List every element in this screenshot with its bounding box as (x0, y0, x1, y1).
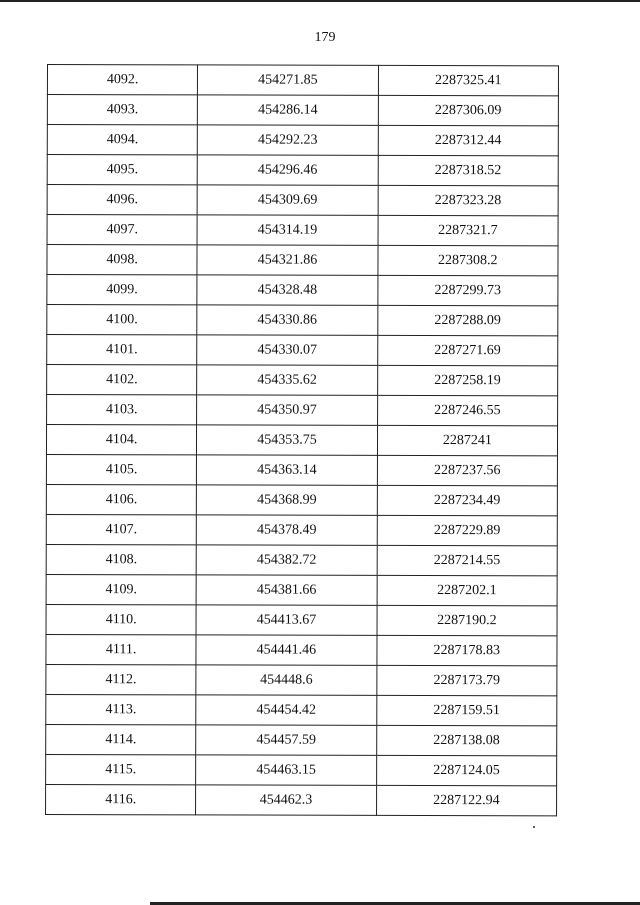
table-row (47, 395, 558, 426)
y-coordinate-cell: 2287271.69 (377, 335, 557, 365)
table-row (46, 724, 557, 755)
table-row (47, 245, 558, 276)
y-coordinate-cell: 2287124.05 (376, 755, 556, 785)
point-number-cell: 4094. (47, 125, 197, 155)
x-coordinate-cell: 454309.69 (197, 185, 377, 215)
point-number-cell: 4101. (47, 335, 197, 365)
y-coordinate-cell: 2287202.1 (377, 575, 557, 605)
coordinates-table (45, 64, 559, 816)
point-number-cell: 4114. (46, 724, 196, 754)
point-number-cell: 4111. (46, 634, 196, 664)
table-row (47, 95, 558, 126)
x-coordinate-cell: 454413.67 (196, 605, 376, 635)
x-coordinate-cell: 454350.97 (197, 395, 377, 425)
x-coordinate-cell: 454286.14 (198, 95, 378, 125)
scan-speck (533, 826, 535, 828)
x-coordinate-cell: 454292.23 (198, 125, 378, 155)
x-coordinate-cell: 454271.85 (198, 65, 378, 95)
x-coordinate-cell: 454363.14 (197, 455, 377, 485)
x-coordinate-cell: 454457.59 (196, 725, 376, 755)
point-number-cell: 4115. (46, 754, 196, 784)
point-number-cell: 4106. (46, 484, 196, 514)
y-coordinate-cell: 2287241 (377, 425, 557, 455)
y-coordinate-cell: 2287246.55 (377, 395, 557, 425)
y-coordinate-cell: 2287138.08 (376, 725, 556, 755)
y-coordinate-cell: 2287321.7 (378, 215, 558, 245)
point-number-cell: 4095. (47, 155, 197, 185)
x-coordinate-cell: 454378.49 (197, 515, 377, 545)
x-coordinate-cell: 454296.46 (197, 155, 377, 185)
y-coordinate-cell: 2287299.73 (377, 275, 557, 305)
x-coordinate-cell: 454330.07 (197, 335, 377, 365)
point-number-cell: 4096. (47, 185, 197, 215)
point-number-cell: 4110. (46, 604, 196, 634)
point-number-cell: 4116. (46, 784, 196, 814)
table-row (47, 125, 558, 156)
coordinates-table-body (46, 65, 559, 816)
point-number-cell: 4102. (47, 365, 197, 395)
point-number-cell: 4103. (47, 395, 197, 425)
point-number-cell: 4108. (46, 544, 196, 574)
y-coordinate-cell: 2287325.41 (378, 65, 558, 95)
y-coordinate-cell: 2287312.44 (378, 125, 558, 155)
point-number-cell: 4092. (47, 65, 197, 95)
y-coordinate-cell: 2287306.09 (378, 95, 558, 125)
point-number-cell: 4107. (46, 514, 196, 544)
y-coordinate-cell: 2287308.2 (378, 245, 558, 275)
table-row (46, 425, 557, 456)
page-number: 179 (314, 30, 336, 45)
x-coordinate-cell: 454328.48 (197, 275, 377, 305)
x-coordinate-cell: 454330.86 (197, 305, 377, 335)
point-number-cell: 4098. (47, 245, 197, 275)
table-row (46, 754, 557, 785)
point-number-cell: 4112. (46, 664, 196, 694)
point-number-cell: 4105. (46, 454, 196, 484)
point-number-cell: 4099. (47, 275, 197, 305)
y-coordinate-cell: 2287234.49 (377, 485, 557, 515)
table-row (46, 484, 557, 515)
x-coordinate-cell: 454368.99 (197, 485, 377, 515)
table-row (46, 664, 557, 695)
y-coordinate-cell: 2287178.83 (377, 635, 557, 665)
point-number-cell: 4100. (47, 305, 197, 335)
table-row (46, 454, 557, 485)
x-coordinate-cell: 454353.75 (197, 425, 377, 455)
table-row (47, 275, 558, 306)
x-coordinate-cell: 454441.46 (196, 635, 376, 665)
x-coordinate-cell: 454321.86 (197, 245, 377, 275)
x-coordinate-cell: 454448.6 (196, 665, 376, 695)
table-row (47, 185, 558, 216)
x-coordinate-cell: 454314.19 (197, 215, 377, 245)
point-number-cell: 4097. (47, 215, 197, 245)
x-coordinate-cell: 454454.42 (196, 695, 376, 725)
table-row (46, 574, 557, 605)
top-border-line (0, 0, 640, 2)
point-number-cell: 4113. (46, 694, 196, 724)
table-row (46, 694, 557, 725)
table-row (46, 604, 557, 635)
x-coordinate-cell: 454462.3 (196, 785, 376, 815)
table-row (47, 155, 558, 186)
y-coordinate-cell: 2287214.55 (377, 545, 557, 575)
y-coordinate-cell: 2287237.56 (377, 455, 557, 485)
y-coordinate-cell: 2287122.94 (376, 785, 556, 815)
y-coordinate-cell: 2287323.28 (378, 185, 558, 215)
point-number-cell: 4093. (47, 95, 197, 125)
y-coordinate-cell: 2287173.79 (376, 665, 556, 695)
x-coordinate-cell: 454463.15 (196, 755, 376, 785)
table-row (47, 335, 558, 366)
x-coordinate-cell: 454381.66 (196, 575, 376, 605)
y-coordinate-cell: 2287229.89 (377, 515, 557, 545)
y-coordinate-cell: 2287190.2 (377, 605, 557, 635)
point-number-cell: 4109. (46, 574, 196, 604)
table-row (47, 215, 558, 246)
y-coordinate-cell: 2287288.09 (377, 305, 557, 335)
point-number-cell: 4104. (46, 425, 196, 455)
y-coordinate-cell: 2287318.52 (378, 155, 558, 185)
table-row (46, 634, 557, 665)
x-coordinate-cell: 454382.72 (196, 545, 376, 575)
table-row (47, 365, 558, 396)
y-coordinate-cell: 2287159.51 (376, 695, 556, 725)
table-row (47, 65, 558, 96)
table-row (46, 784, 557, 815)
table-row (47, 305, 558, 336)
y-coordinate-cell: 2287258.19 (377, 365, 557, 395)
table-row (46, 544, 557, 575)
table-row (46, 514, 557, 545)
x-coordinate-cell: 454335.62 (197, 365, 377, 395)
